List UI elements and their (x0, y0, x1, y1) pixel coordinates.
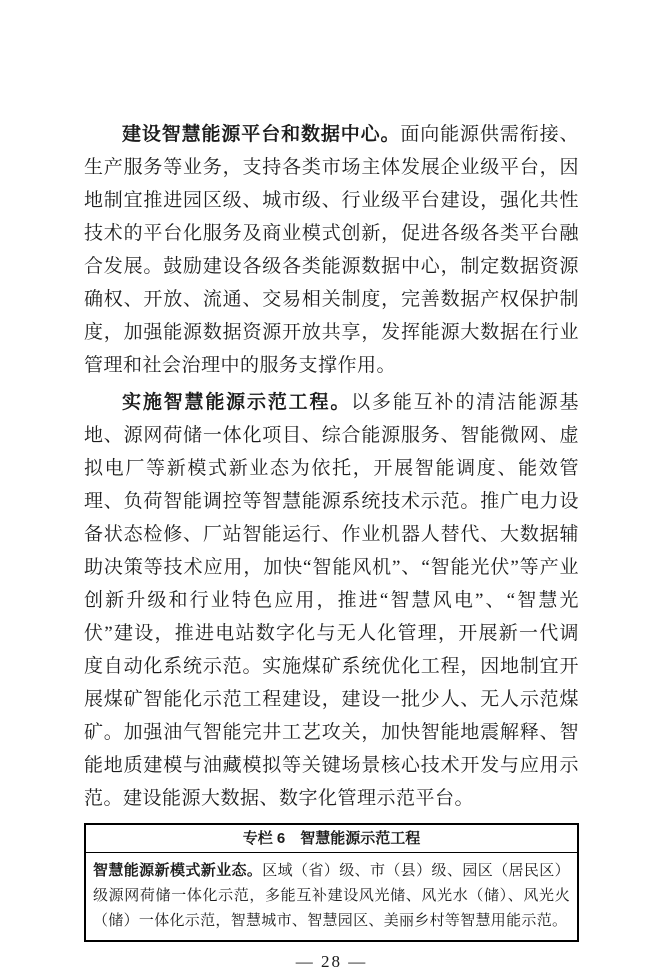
callout-box-column-6 (84, 823, 579, 942)
paragraph-1-lead: 建设智慧能源平台和数据中心。 (122, 124, 401, 145)
callout-box-body (86, 853, 577, 940)
paragraph-2-lead: 实施智慧能源示范工程。 (122, 392, 352, 413)
page-number: — 28 — (295, 952, 368, 971)
callout-box-header: 专栏 6 智慧能源示范工程 (86, 825, 577, 853)
callout-box-lead: 智慧能源新模式新业态。 (93, 862, 263, 879)
paragraph-2-body: 以多能互补的清洁能源基地、源网荷储一体化项目、综合能源服务、智能微网、虚拟电厂等新模式新业态为依托，开展智能调度、能效管理、负荷智能调控等智慧能源系统技术示范。推广电力设备状态检修、厂站智能运行、作业机器人替代、大数据辅助决策等技术应用，加快“智能风机”、“智能光伏”等产业创新升级和行业特色应用，推进“智慧风电”、“智慧光伏”建设，推进电站数字化与无人化管理，开展新一代调度自动化系统示范。实施煤矿系统优化工程，因地制宜开展煤矿智能化示范工程建设，建设一批少人、无人示范煤矿。加强油气智能完井工艺攻关，加快智能地震解释、智能地质建模与油藏模拟等关键场景核心技术开发与应用示范。建设能源大数据、数字化管理示范平台。 (84, 392, 579, 809)
document-content (84, 118, 579, 972)
paragraph-1-body: 面向能源供需衔接、生产服务等业务，支持各类市场主体发展企业级平台，因地制宜推进园区级、城市级、行业级平台建设，强化共性技术的平台化服务及商业模式创新，促进各级各类平台融合发展。鼓励建设各级各类能源数据中心，制定数据资源确权、开放、流通、交易相关制度，完善数据产权保护制度，加强能源数据资源开放共享，发挥能源大数据在行业管理和社会治理中的服务支撑作用。 (84, 124, 579, 376)
paragraph-smart-energy-platform (84, 118, 579, 382)
callout-box-text: 区域（省）级、市（县）级、园区（居民区）级源网荷储一体化示范，多能互补建设风光储、风光水（储）、风光火（储）一体化示范，智慧城市、智慧园区、美丽乡村等智慧用能示范。 (93, 863, 570, 929)
paragraph-demonstration-project (84, 386, 579, 815)
